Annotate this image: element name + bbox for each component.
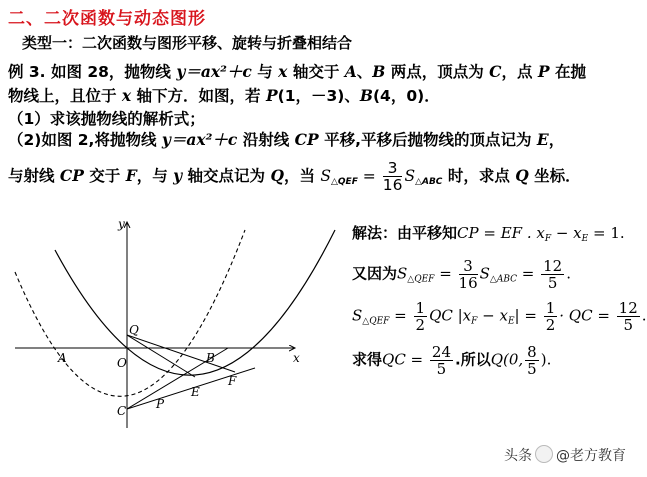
- fraction: [383, 160, 403, 193]
- fraction: [525, 344, 539, 377]
- text: .所以: [455, 350, 491, 369]
- point-p-label: P: [156, 397, 165, 411]
- numerator: 12: [618, 299, 638, 317]
- var: S: [397, 264, 408, 283]
- text: (1，－3)、: [277, 87, 360, 105]
- fraction: [544, 300, 558, 333]
- point-f-label: F: [228, 374, 237, 388]
- math: =: [517, 264, 540, 283]
- var: E: [536, 130, 549, 149]
- numerator: 24: [431, 343, 451, 361]
- denominator: 5: [527, 360, 537, 378]
- text: 轴交于: [287, 63, 345, 81]
- math: − x: [477, 306, 508, 325]
- math: QC |x: [429, 306, 472, 325]
- subscript: F: [471, 316, 478, 327]
- label: 又因为: [352, 264, 398, 283]
- text: 与: [251, 63, 279, 81]
- equation: y＝ax²＋c: [161, 130, 238, 149]
- watermark: [504, 445, 626, 465]
- text: 由平移知: [397, 224, 458, 242]
- numerator: 1: [545, 299, 556, 317]
- math: CP = EF . x: [457, 224, 545, 242]
- fraction: [617, 300, 640, 333]
- var: Q: [270, 166, 284, 185]
- text: =: [357, 167, 381, 185]
- point-o-label: O: [117, 356, 127, 370]
- denominator: 2: [415, 316, 426, 334]
- original-parabola: [15, 230, 245, 396]
- equation: y＝ax²＋c: [176, 62, 252, 81]
- label: 求得: [352, 350, 383, 369]
- subscript: △QEF: [330, 177, 358, 187]
- var: x: [121, 86, 132, 105]
- math: =: [389, 306, 412, 325]
- numerator: 3: [459, 258, 478, 275]
- denominator: 16: [458, 274, 478, 292]
- var: S: [320, 167, 331, 185]
- text: 时，求点: [442, 167, 516, 185]
- solution-line-1: [352, 222, 625, 244]
- var: A: [344, 62, 357, 81]
- math: .: [566, 264, 571, 283]
- math: − x: [551, 224, 582, 242]
- point-q-label: Q: [129, 323, 139, 337]
- fraction: [414, 300, 428, 333]
- text: ，点: [501, 63, 538, 81]
- label: 解法：: [352, 224, 398, 242]
- text: 在抛: [549, 63, 586, 81]
- math: = 1.: [588, 224, 625, 242]
- var: x: [278, 62, 288, 81]
- question-2-line-1: [8, 128, 564, 150]
- text: ，: [548, 131, 565, 149]
- text: ，当: [283, 167, 321, 185]
- text: 轴下方．如图，若: [131, 87, 266, 105]
- text: ，与: [136, 167, 174, 185]
- point-a-label: A: [58, 351, 67, 365]
- watermark-account: @老方教育: [556, 448, 626, 464]
- point-b-label: B: [206, 351, 215, 365]
- numerator: 12: [543, 257, 563, 275]
- denominator: 5: [623, 316, 633, 334]
- problem-line-1: [8, 60, 586, 82]
- subscript: △ABC: [415, 177, 443, 187]
- point-e-label: E: [191, 385, 200, 399]
- text: 沿射线: [237, 131, 295, 149]
- y-axis-label: y: [118, 217, 125, 231]
- math: ).: [540, 350, 552, 369]
- subscript: F: [544, 234, 552, 244]
- var: P: [537, 62, 550, 81]
- x-axis-label: x: [293, 351, 300, 365]
- math: | =: [514, 306, 542, 325]
- numerator: 1: [415, 299, 426, 317]
- solution-line-2: [352, 258, 571, 291]
- var: B: [372, 62, 386, 81]
- math: Q(0,: [490, 350, 524, 369]
- text: 平移,平移后抛物线的顶点记为: [318, 131, 537, 149]
- text: 交于: [83, 167, 126, 185]
- solution-line-4: [352, 344, 551, 377]
- subscript: E: [507, 316, 515, 327]
- point-c-label: C: [117, 404, 127, 418]
- var: F: [125, 166, 137, 185]
- var: Q: [515, 166, 529, 185]
- denominator: 5: [547, 274, 558, 292]
- math: · QC =: [559, 306, 615, 325]
- watermark-brand: 头条: [504, 448, 532, 464]
- var: S: [479, 264, 490, 283]
- avatar-icon: [535, 445, 553, 463]
- subscript: △ABC: [489, 274, 517, 285]
- type-heading: 类型一：二次函数与图形平移、旋转与折叠相结合: [22, 34, 353, 52]
- text: 例 3. 如图 28，抛物线: [8, 63, 177, 81]
- numerator: 3: [383, 160, 403, 177]
- denominator: 16: [382, 176, 403, 194]
- var: P: [265, 86, 278, 105]
- var: CP: [59, 166, 84, 185]
- denominator: 5: [436, 360, 447, 378]
- math: QC =: [382, 350, 428, 369]
- var: S: [352, 306, 363, 325]
- var: S: [404, 167, 416, 185]
- var: CP: [294, 130, 319, 149]
- text: （2)如图 2,将抛物线: [8, 131, 162, 149]
- question-1: （1）求该抛物线的解析式；: [8, 110, 205, 128]
- section-title: 二、二次函数与动态图形: [8, 9, 206, 29]
- text: 坐标．: [528, 167, 581, 185]
- var: B: [359, 86, 373, 105]
- text: 物线上，且位于: [8, 87, 122, 105]
- subscript: △QEF: [407, 274, 435, 285]
- denominator: 2: [545, 316, 556, 334]
- subscript: △QEF: [362, 316, 390, 327]
- numerator: 8: [527, 343, 537, 361]
- var: y: [173, 166, 183, 185]
- text: 、: [356, 63, 373, 81]
- question-2-line-2: [8, 160, 581, 193]
- math: =: [434, 264, 457, 283]
- fraction: [459, 258, 478, 291]
- math: .: [641, 306, 647, 325]
- fraction: [541, 258, 564, 291]
- text: 轴交点记为: [182, 167, 271, 185]
- subscript: E: [581, 234, 589, 244]
- var: C: [489, 62, 502, 81]
- text: 两点，顶点为: [385, 63, 490, 81]
- problem-line-2: [8, 84, 440, 106]
- solution-line-3: [352, 300, 647, 333]
- text: (4，0)．: [372, 87, 440, 105]
- text: 与射线: [8, 167, 60, 185]
- fraction: [430, 344, 453, 377]
- parabola-figure: [10, 210, 345, 430]
